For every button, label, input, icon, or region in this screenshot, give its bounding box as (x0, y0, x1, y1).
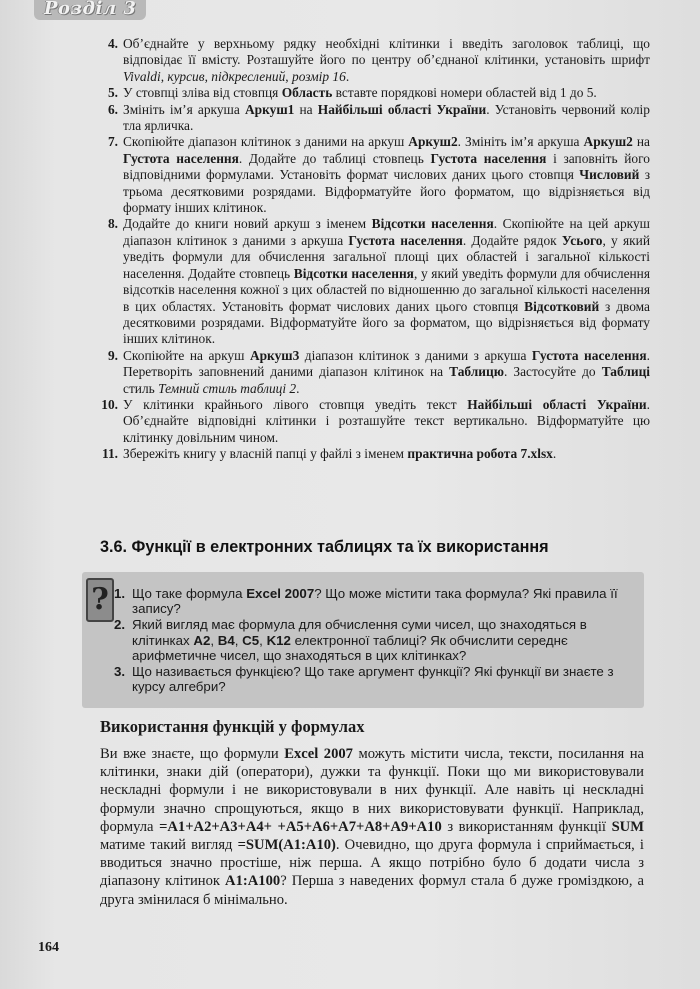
task-item (88, 216, 650, 347)
question-number: 3. (114, 664, 126, 680)
task-number: 7. (107, 134, 118, 150)
question-number: 2. (114, 617, 126, 633)
task-item (88, 85, 650, 101)
task-item (88, 134, 650, 216)
section-title: 3.6. Функції в електронних таблицях та їх використання (100, 538, 549, 556)
task-text: Збережіть книгу у власній папці у файлі з іменем практична робота 7.xlsx. (123, 446, 557, 462)
task-text: Скопіюйте на аркуш Аркуш3 діапазон клітинок з даними з аркуша Густота населення. Перетворіть заповнений даними діапазон клітинок на Таблицю. Застосуйте до Таблиці стиль Темний стиль таблиці 2. (123, 347, 651, 396)
task-item (88, 102, 650, 135)
task-number: 9. (107, 347, 118, 363)
task-list (88, 36, 650, 463)
task-text: Скопіюйте діапазон клітинок з даними на аркуш Аркуш2. Змініть ім’я аркуша Аркуш2 на Густота населення. Додайте до таблиці стовпець Густота населення і заповніть його відповідними формулами. Установіть формат числових даних цього стовпця Числовий з трьома десятковими розрядами. Відформатуйте його форматом, що відрізняється від формату інших клітинок. (123, 134, 651, 216)
task-text: Об’єднайте у верхньому рядку необхідні клітинки і введіть заголовок таблиці, що відповідає її вмісту. Розташуйте його по центру об’єднаної клітинки, установіть шрифт Vivaldi, курсив, підкреслений, розмір 16. (123, 36, 650, 84)
task-item (88, 397, 650, 446)
chapter-label: Розділ 3 (44, 0, 137, 19)
task-number: 10. (101, 396, 118, 412)
task-item (88, 36, 650, 85)
question-mark-icon: ? (86, 578, 114, 622)
question-text: Що таке формула Excel 2007? Що може містити така формула? Які правила її запису? (132, 586, 618, 617)
task-item (88, 348, 650, 397)
task-number: 8. (107, 216, 118, 232)
task-number: 5. (107, 85, 118, 101)
task-number: 11. (102, 446, 118, 462)
page-number: 164 (38, 940, 59, 955)
task-number: 4. (107, 36, 118, 51)
question-item (114, 664, 642, 694)
question-number: 1. (114, 586, 126, 601)
subsection-title: Використання функцій у формулах (100, 717, 365, 736)
task-text: У клітинки крайнього лівого стовпця уведіть текст Найбільші області України. Об’єднайте відповідні клітинки і розташуйте текст вертикально. Відформатуйте цю клітинку довільним чином. (123, 396, 650, 445)
question-item (114, 586, 642, 616)
task-text: У стовпці зліва від стовпця Область вставте порядкові номери областей від 1 до 5. (123, 85, 597, 101)
question-text: Що називається функцією? Що таке аргумент функції? Які функції ви знаєте з курсу алгебри? (132, 664, 614, 695)
task-number: 6. (107, 101, 118, 117)
task-item (88, 446, 650, 462)
question-list (114, 586, 642, 695)
question-item (114, 617, 642, 663)
body-paragraph: Ви вже знаєте, що формули Excel 2007 можуть містити числа, тексти, посилання на клітинки, знаки дій (оператори), дужки та функції. Поки що ми використовували нескладні формули і не використовували в них функції. Але навіть ці нескладні формули значно спрощуються, якщо в них використовувати функції. Наприклад, формула =A1+A2+A3+A4+ +A5+A6+A7+A8+A9+A10 з використанням функції SUM матиме такий вигляд =SUM(A1:A10). Очевидно, що друга формула і сприймається, і вводиться значно простіше, ніж перша. А якщо потрібно було б додати числа з діапазону клітинок A1:A100? Перша з наведених формул стала б дуже громіздкою, а друга змінилася б мінімально. (100, 746, 644, 908)
task-text: Змініть ім’я аркуша Аркуш1 на Найбільші області України. Установіть червоний колір тла ярличка. (123, 101, 650, 134)
task-text: Додайте до книги новий аркуш з іменем Відсотки населення. Скопіюйте на цей аркуш діапазон клітинок з даними з аркуша Густота населення. Додайте рядок Усього, у який уведіть формули для обчислення загальної площі цих областей і загальної кількості населення. Додайте стовпець Відсотки населення, у який уведіть формули для обчислення відсотків населення кожної з цих областей по відношенню до загальної кількості населення в цих областях. Установіть формат числових даних цього стовпця Відсотковий з двома десятковими розрядами. Відформатуйте його за форматом, що відрізняється від формату інших клітинок. (123, 216, 651, 347)
question-text: Який вигляд має формула для обчислення суми чисел, що знаходяться в клітинках A2, B4, C5, K12 електронної таблиці? Як обчислити середнє арифметичне чисел, що знаходяться в цих клітинках? (132, 617, 587, 663)
